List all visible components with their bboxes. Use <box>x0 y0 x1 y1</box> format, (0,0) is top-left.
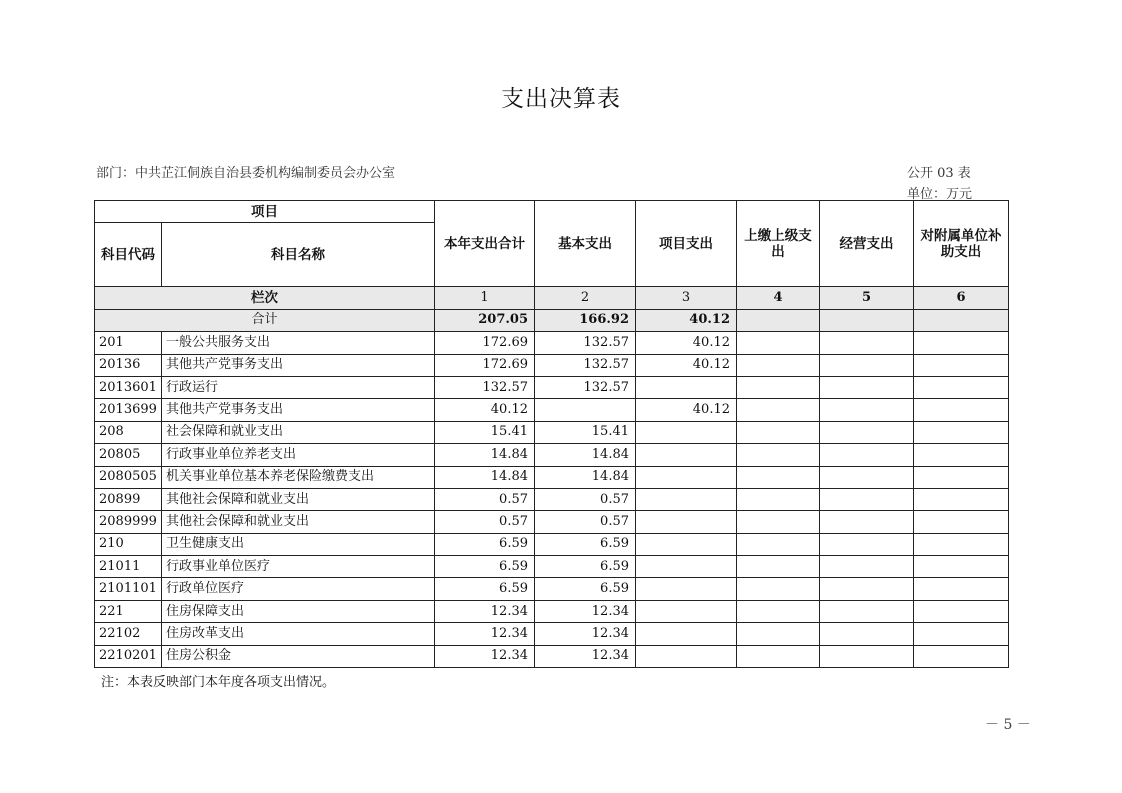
header-project: 项目支出 <box>636 201 737 287</box>
row-code: 201 <box>95 332 162 354</box>
row-name: 行政事业单位医疗 <box>162 556 435 578</box>
row-business <box>820 556 914 578</box>
summary-row <box>95 309 1009 331</box>
row-name: 住房保障支出 <box>162 600 435 622</box>
row-business <box>820 600 914 622</box>
row-subsidy <box>914 399 1009 421</box>
row-project <box>636 623 737 645</box>
row-name: 社会保障和就业支出 <box>162 421 435 443</box>
row-upper <box>737 466 820 488</box>
row-total: 12.34 <box>435 600 535 622</box>
col-num: 2 <box>535 287 636 309</box>
col-num: 1 <box>435 287 535 309</box>
row-name: 其他社会保障和就业支出 <box>162 488 435 510</box>
row-subsidy <box>914 488 1009 510</box>
row-subsidy <box>914 421 1009 443</box>
row-code: 20805 <box>95 444 162 466</box>
table-row <box>95 399 1009 421</box>
row-name: 其他社会保障和就业支出 <box>162 511 435 533</box>
row-code: 22102 <box>95 623 162 645</box>
row-upper <box>737 623 820 645</box>
row-code: 2101101 <box>95 578 162 600</box>
row-project <box>636 511 737 533</box>
row-upper <box>737 533 820 555</box>
row-name: 行政运行 <box>162 376 435 398</box>
row-business <box>820 578 914 600</box>
summary-label: 合计 <box>95 309 435 331</box>
summary-upper <box>737 309 820 331</box>
column-label: 栏次 <box>95 287 435 309</box>
row-basic: 132.57 <box>535 376 636 398</box>
row-subsidy <box>914 578 1009 600</box>
table-row <box>95 466 1009 488</box>
row-basic: 15.41 <box>535 421 636 443</box>
row-subsidy <box>914 600 1009 622</box>
row-business <box>820 623 914 645</box>
row-total: 15.41 <box>435 421 535 443</box>
row-total: 6.59 <box>435 533 535 555</box>
row-project: 40.12 <box>636 332 737 354</box>
row-total: 132.57 <box>435 376 535 398</box>
row-code: 208 <box>95 421 162 443</box>
row-upper <box>737 600 820 622</box>
table-row <box>95 488 1009 510</box>
row-subsidy <box>914 444 1009 466</box>
table-row <box>95 645 1009 667</box>
table-row <box>95 511 1009 533</box>
row-subsidy <box>914 332 1009 354</box>
department-label: 部门：中共芷江侗族自治县委机构编制委员会办公室 <box>96 166 396 181</box>
page-title: 支出决算表 <box>501 86 621 112</box>
row-total: 40.12 <box>435 399 535 421</box>
row-name: 机关事业单位基本养老保险缴费支出 <box>162 466 435 488</box>
row-total: 172.69 <box>435 332 535 354</box>
row-basic: 12.34 <box>535 600 636 622</box>
row-basic: 12.34 <box>535 645 636 667</box>
row-name: 一般公共服务支出 <box>162 332 435 354</box>
table-row <box>95 376 1009 398</box>
row-name: 住房改革支出 <box>162 623 435 645</box>
table-row <box>95 332 1009 354</box>
table-row <box>95 354 1009 376</box>
page-number: － 5 － <box>985 717 1031 733</box>
unit-label: 单位：万元 <box>907 187 973 202</box>
row-upper <box>737 444 820 466</box>
row-basic: 0.57 <box>535 488 636 510</box>
summary-project: 40.12 <box>636 309 737 331</box>
header-code: 科目代码 <box>95 223 162 287</box>
row-code: 221 <box>95 600 162 622</box>
summary-basic: 166.92 <box>535 309 636 331</box>
row-upper <box>737 421 820 443</box>
row-subsidy <box>914 376 1009 398</box>
row-code: 210 <box>95 533 162 555</box>
row-subsidy <box>914 533 1009 555</box>
row-basic <box>535 399 636 421</box>
row-business <box>820 444 914 466</box>
row-code: 20136 <box>95 354 162 376</box>
row-total: 0.57 <box>435 488 535 510</box>
row-name: 住房公积金 <box>162 645 435 667</box>
row-code: 20899 <box>95 488 162 510</box>
row-code: 2013699 <box>95 399 162 421</box>
table-row <box>95 421 1009 443</box>
row-project <box>636 466 737 488</box>
row-name: 其他共产党事务支出 <box>162 354 435 376</box>
row-code: 2013601 <box>95 376 162 398</box>
row-project <box>636 376 737 398</box>
row-total: 12.34 <box>435 645 535 667</box>
row-business <box>820 488 914 510</box>
row-name: 行政事业单位养老支出 <box>162 444 435 466</box>
header-item: 项目 <box>95 201 435 223</box>
row-basic: 0.57 <box>535 511 636 533</box>
row-project: 40.12 <box>636 354 737 376</box>
row-basic: 6.59 <box>535 533 636 555</box>
summary-business <box>820 309 914 331</box>
table-row <box>95 556 1009 578</box>
summary-subsidy <box>914 309 1009 331</box>
header-name: 科目名称 <box>162 223 435 287</box>
row-basic: 132.57 <box>535 354 636 376</box>
row-project <box>636 578 737 600</box>
row-project <box>636 444 737 466</box>
table-row <box>95 623 1009 645</box>
row-project <box>636 645 737 667</box>
col-num: 4 <box>737 287 820 309</box>
row-subsidy <box>914 645 1009 667</box>
row-total: 6.59 <box>435 556 535 578</box>
row-business <box>820 645 914 667</box>
row-total: 14.84 <box>435 444 535 466</box>
header-business: 经营支出 <box>820 201 914 287</box>
row-name: 卫生健康支出 <box>162 533 435 555</box>
header-upper: 上缴上级支出 <box>737 201 820 287</box>
summary-total: 207.05 <box>435 309 535 331</box>
row-project <box>636 533 737 555</box>
row-business <box>820 376 914 398</box>
col-num: 3 <box>636 287 737 309</box>
table-note: 注：本表反映部门本年度各项支出情况。 <box>101 675 336 690</box>
row-total: 6.59 <box>435 578 535 600</box>
row-subsidy <box>914 466 1009 488</box>
row-upper <box>737 645 820 667</box>
row-business <box>820 332 914 354</box>
row-project <box>636 556 737 578</box>
table-row <box>95 444 1009 466</box>
header-subsidy: 对附属单位补助支出 <box>914 201 1009 287</box>
row-basic: 14.84 <box>535 444 636 466</box>
table-row <box>95 578 1009 600</box>
row-upper <box>737 578 820 600</box>
row-subsidy <box>914 354 1009 376</box>
row-business <box>820 354 914 376</box>
row-project <box>636 488 737 510</box>
form-number: 公开 03 表 <box>907 166 971 181</box>
row-basic: 6.59 <box>535 556 636 578</box>
row-upper <box>737 354 820 376</box>
row-business <box>820 511 914 533</box>
row-upper <box>737 556 820 578</box>
row-basic: 6.59 <box>535 578 636 600</box>
expenditure-table <box>94 200 1009 668</box>
row-subsidy <box>914 556 1009 578</box>
row-basic: 14.84 <box>535 466 636 488</box>
row-name: 其他共产党事务支出 <box>162 399 435 421</box>
row-business <box>820 466 914 488</box>
row-project <box>636 421 737 443</box>
row-total: 12.34 <box>435 623 535 645</box>
row-code: 2080505 <box>95 466 162 488</box>
header-total: 本年支出合计 <box>435 201 535 287</box>
row-business <box>820 399 914 421</box>
row-project: 40.12 <box>636 399 737 421</box>
row-total: 14.84 <box>435 466 535 488</box>
row-total: 172.69 <box>435 354 535 376</box>
table-row <box>95 533 1009 555</box>
header-basic: 基本支出 <box>535 201 636 287</box>
row-total: 0.57 <box>435 511 535 533</box>
row-upper <box>737 488 820 510</box>
row-subsidy <box>914 511 1009 533</box>
row-upper <box>737 399 820 421</box>
col-num: 6 <box>914 287 1009 309</box>
row-code: 21011 <box>95 556 162 578</box>
row-business <box>820 533 914 555</box>
row-business <box>820 421 914 443</box>
row-code: 2210201 <box>95 645 162 667</box>
row-upper <box>737 332 820 354</box>
row-subsidy <box>914 623 1009 645</box>
table-row <box>95 600 1009 622</box>
row-upper <box>737 511 820 533</box>
row-basic: 132.57 <box>535 332 636 354</box>
col-num: 5 <box>820 287 914 309</box>
row-code: 2089999 <box>95 511 162 533</box>
row-basic: 12.34 <box>535 623 636 645</box>
row-name: 行政单位医疗 <box>162 578 435 600</box>
row-project <box>636 600 737 622</box>
row-upper <box>737 376 820 398</box>
